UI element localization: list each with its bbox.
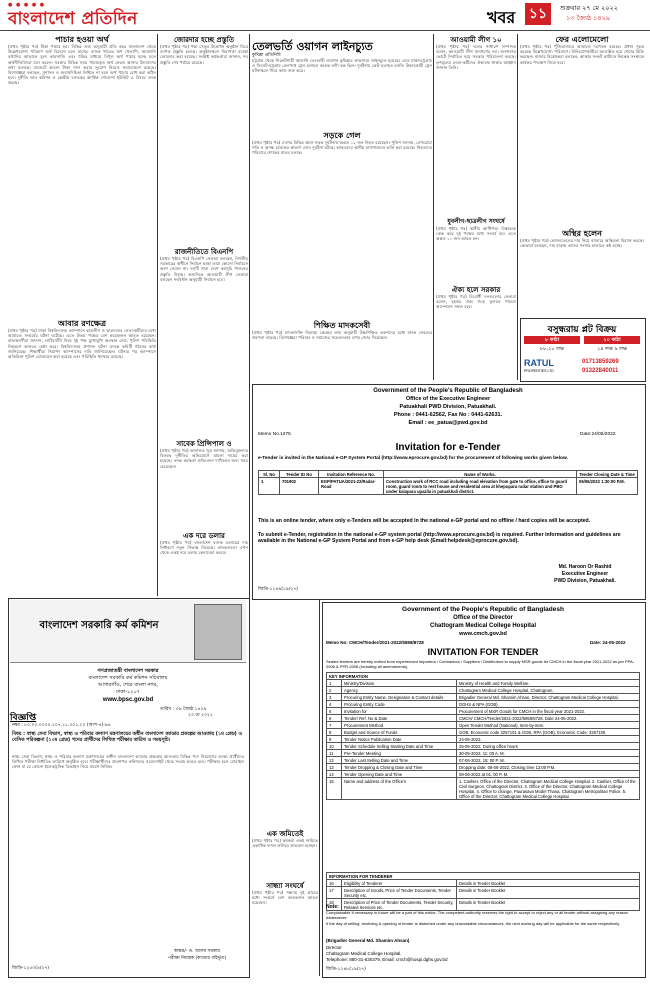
ppsc-line3: আগারগাঁও, শেরে বাংলা নগর, <box>98 682 158 688</box>
cmch-key-cell: 4 <box>327 701 342 708</box>
cmch-key-row <box>327 771 640 778</box>
headline-sarak: সড়কে গেল <box>323 130 361 140</box>
article-sarak: (প্রথম পৃষ্ঠার পর) দেশের বিভিন্ন স্থানে সড়ক দুর্ঘটনায় অন্তত ১২ জন নিহত হয়েছেন। পুলিশ জানায়, বেপরোয়া গতি ও অদক্ষ চালকের কারণে এসব দুর্ঘটনা ঘটছে। আহতদের স্থানীয় হাসপাতালে ভর্তি করা হয়েছে। নিহতদের পরিবারে শোকের মাতম চলছে। <box>252 140 432 156</box>
cmch-info-cell: Details in Tender Booklet <box>457 899 640 911</box>
article-zoom: (প্রথম পৃষ্ঠার পর) পদ্মা সেতুর উদ্বোধন অনুষ্ঠান ঘিরে ব্যাপক প্রস্তুতি চলছে। অনুষ্ঠানস্থলে নিরাপত্তা ব্যবস্থা জোরদার করা হয়েছে। সংশ্লিষ্ট কর্মকর্তারা জানান, সব প্রস্তুতি শেষ পর্যায়ে রয়েছে। <box>160 44 248 65</box>
logo-decoration: ● ● ● ● ● <box>8 2 46 8</box>
cmch-key-cell: 25-05-2022. During office hours <box>457 743 640 750</box>
basundhara-price1: ৮৮,২০ লক্ষ <box>540 346 564 352</box>
cmch-key-row <box>327 729 640 736</box>
ppsc-body: স্বাস্থ্য সেবা বিভাগ, স্বাস্থ্য ও পরিবার কল্যাণ মন্ত্রণালয়ের অধীন বাংলাদেশ ক্যাডার প্রকল্পের আওতায় বিভিন্ন পদে নিয়োগের লক্ষ্যে প্রার্থীদের লিখিত পরীক্ষা নির্ধারিত তারিখে অনুষ্ঠিত হবে। পরীক্ষার্থীদের প্রবেশপত্র কমিশনের ওয়েবসাইট থেকে সংগ্রহ করতে হবে। পরীক্ষার হলে মোবাইল ফোন বা যে কোনো ইলেকট্রনিক ডিভাইস নিয়ে প্রবেশ নিষিদ্ধ। <box>12 754 244 770</box>
cmch-sign3: Chattogram Medical College Hospital. <box>326 951 402 956</box>
cmch-key-cell: Tender Last Selling Date and Time <box>342 757 457 764</box>
article-shikkhito: (প্রথম পৃষ্ঠার পর) মাদকাসক্তি নিরাময় কেন্দ্রের তথ্য অনুযায়ী উচ্চশিক্ষিত তরুণদের মধ্যে মাদক সেবনের প্রবণতা বাড়ছে। বিশেষজ্ঞরা পরিবার ও সমাজের সচেতনতার ওপর জোর দিয়েছেন। <box>252 330 432 341</box>
cmch-key-cell: Procuring Entity Code <box>342 701 457 708</box>
ppsc-title: বিজ্ঞপ্তি <box>10 713 37 723</box>
basundhara-size2: ১০ কাঠা <box>584 336 640 344</box>
cmch-sign4: Telephone: 880-31-630379, Email: cmch@hospi.dghs.gov.bd <box>326 957 448 962</box>
cmch-key-row <box>327 722 640 729</box>
cmch-info-cell: 17 <box>327 887 342 899</box>
ppsc-date1: তারিখ : ০৯ জ্যৈষ্ঠ ১৪২৯ <box>160 707 207 712</box>
cmch-key-cell: 08-06-2022 at 01: 00 P. M. <box>457 771 640 778</box>
cmch-key-row <box>327 680 640 687</box>
cmch-key-row <box>327 757 640 764</box>
pwd-line2: Office of the Executive Engineer <box>405 396 491 402</box>
section-name: খবর <box>487 8 516 27</box>
pwd-th-ref: Invitation Reference No. <box>319 471 384 478</box>
headline-jubo: যুবলীগ-ছাত্রলীগ সংঘর্ষে <box>447 218 505 225</box>
cmch-key-cell: 24-05-2022. <box>457 736 640 743</box>
cmch-key-cell: Procuring Entity Name, Designation & Contact details <box>342 694 457 701</box>
headline-shikkhito: শিক্ষিত মাদকসেবী <box>313 320 371 330</box>
headline-ek-jomi: এক জমিতেই <box>266 829 304 838</box>
column-rule <box>517 34 518 380</box>
cmch-key-cell: 10 <box>327 743 342 750</box>
basundhara-size1: ৮ কাঠা <box>524 336 580 344</box>
article-aiyb: (প্রথম পৃষ্ঠার পর) বিরোধী দলগুলোর নেতারা বলেন, বৃহত্তর ঐক্য গড়ে তুলতে পারলে আন্দোলন সফল হবে। <box>436 294 516 310</box>
cmch-note1: Complainable if necessary in future will be a part of this notice. The competent authority reserves the right to accept or reject any or all tender without assigning any reason whatsoever. <box>326 910 629 920</box>
cmch-key-cell: Name and address of the Office's <box>342 778 457 800</box>
pwd-sign1: Md. Haroon Or Rashid <box>558 564 612 570</box>
article-ek: (প্রথম পৃষ্ঠার পর) বাংলাদেশ ব্যাংক ডলারের দাম নির্ধারণে নতুন সিদ্ধান্ত নিয়েছে। ব্যাংকগুলো এখন থেকে একই দরে ডলার কেনাবেচা করবে। <box>160 540 248 556</box>
pwd-line4: Phone : 0441-62562, Fax No : 0441-62631. <box>393 412 503 418</box>
column-rule <box>433 34 434 380</box>
cmch-line3: Chattogram Medical College Hospital <box>429 623 537 629</box>
cmch-info-cell: Description of Goods, Price of Tender Documents, Tender Security etc. <box>342 887 457 899</box>
cmch-info-row <box>327 887 640 899</box>
article-pachar: (প্রথম পৃষ্ঠার পর) টাকা পাচার হয়। বিভিন্ন তথ্য অনুযায়ী প্রতি বছর বাংলাদেশ থেকে উল্লেখযোগ্য পরিমাণ অর্থ বিদেশে চলে যাচ্ছে। ব্যাংক খাতের ঋণ খেলাপি, আমদানি রপ্তানির আড়ালে মূল্য কারসাজি এবং হুন্ডির মাধ্যমে বিপুল অর্থ পাচার হচ্ছে বলে অর্থনীতিবিদরা মনে করেন। সরকার বিভিন্ন সময় পাচারকৃত অর্থ ফেরত আনার উদ্যোগের কথা বলেছে। বাজেটে কালো টাকা সাদা করার সুযোগ নিয়েও সমালোচনা রয়েছে। বিশেষজ্ঞরা বলছেন, সুশাসন ও জবাবদিহিতা নিশ্চিত না হলে অর্থ পাচার রোধ করা কঠিন হবে। দুর্নীতি দমন কমিশন ও কেন্দ্রীয় ব্যাংকের আর্থিক গোয়েন্দা ইউনিট এ বিষয়ে তদন্ত করছে। <box>8 44 156 86</box>
column-rule <box>157 34 158 596</box>
article-abar: (প্রথম পৃষ্ঠার পর) ঢাকা বিশ্ববিদ্যালয় ক্যাম্পাসে ছাত্রলীগ ও ছাত্রদলের নেতা-কর্মীদের মধ্যে আবারও সংঘর্ষের ঘটনা ঘটেছে। এতে উভয় পক্ষের বেশ কয়েকজন আহত হয়েছেন। প্রত্যক্ষদর্শীরা জানান, লাঠিসোঁটা নিয়ে দুই পক্ষ মুখোমুখি অবস্থান নেয়। পুলিশ পরিস্থিতি নিয়ন্ত্রণে আনতে চেষ্টা করে। বিশ্ববিদ্যালয় প্রশাসন ঘটনা তদন্তে কমিটি গঠনের কথা জানিয়েছে। শিক্ষার্থীরা নিরাপদ ক্যাম্পাসের দাবি জানিয়েছেন। ঘটনার পর ক্যাম্পাসে অতিরিক্ত পুলিশ মোতায়েন করা হয়েছে এবং পরিস্থিতি থমথমে রয়েছে। <box>8 328 156 360</box>
cmch-key-cell: 8 <box>327 729 342 736</box>
cmch-key-cell: Budget and Source of Funds <box>342 729 457 736</box>
cmch-key-cell: DGHS & NPA (GOB). <box>457 701 640 708</box>
page-number: ১১ <box>525 3 551 25</box>
article-asthir: (প্রথম পৃষ্ঠার পর) ভোজ্যতেলের দাম নিয়ে বাজারে অস্থিরতা বিরাজ করছে। ক্রেতারা বলছেন, দাম বাড়ায় তাদের সংসার চালাতে কষ্ট হচ্ছে। <box>520 238 644 249</box>
headline-abar: আবার রণক্ষেত্র <box>57 318 107 328</box>
headline-aiyb: ঐক্য হলে সরকার <box>451 285 501 294</box>
article-jubo: (প্রথম পৃষ্ঠার পর) স্থানীয় আধিপত্য বিস্তারকে কেন্দ্র করে দুই পক্ষের মধ্যে সংঘর্ষ হয়। এতে অন্তত ১০ জন আহত হন। <box>436 226 516 242</box>
pwd-td-ref: EGP/PATUA/2021-22/Radar-Road <box>319 478 384 495</box>
cmch-note-title: Note: <box>326 904 339 910</box>
cmch-key-cell: Dropping date: 08-06-2022, Closing time 12:00 P.M. <box>457 764 640 771</box>
article-tentulia: চট্টগ্রাম থেকে সিলেটগামী জ্বালানি তেলবাহী ওয়াগন কুমিল্লার লাকসামে লাইনচ্যুত হয়েছে। এতে ঢাকা-চট্টগ্রাম ও সিলেট-চট্টগ্রাম রেলপথে ট্রেন চলাচল কয়েক ঘণ্টা বন্ধ ছিল। দুর্ঘটনায় কেউ হতাহত হননি। উদ্ধারকারী ট্রেন ঘটনাস্থলে গিয়ে কাজ শুরু করে। <box>252 58 432 74</box>
date-bn: শুক্রবার ২৭ মে ২০২২ <box>560 4 618 12</box>
pwd-title: Invitation for e-Tender <box>395 442 501 453</box>
article-ek-jomi: (প্রথম পৃষ্ঠার পর) কৃষকরা একই জমিতে একাধিক ফসল ফলিয়ে লাভবান হচ্ছেন। <box>252 838 318 849</box>
pwd-note2: To submit e-Tender, registration in the national e-GP system portal (http://www.eprocure.gov.bd) is required. Further information and guidelines are available in the National e-GP System Portal and from e-GP help desk (Email:helpdesk@eprocure.gov.bd). <box>258 532 621 545</box>
ppsc-line1: গণপ্রজাতন্ত্রী বাংলাদেশ সরকার <box>97 668 159 674</box>
ppsc-sign1: স্বাক্ষর/- ড. আলম সরকার <box>174 949 220 954</box>
pwd-line5: Email : ee_patua@pwd.gov.bd <box>408 420 488 426</box>
cmch-key-row <box>327 778 640 800</box>
cmch-info-cell: Details in Tender Booklet <box>457 887 640 899</box>
pwd-td-closing: 06/06/2022 1:30:00 P.M. <box>577 478 638 495</box>
article-rajniti: (প্রথম পৃষ্ঠার পর) বিএনপি নেতারা বলছেন, নির্দলীয় সরকারের অধীনে নির্বাচন ছাড়া তারা কোনো নির্বাচনে অংশ নেবেন না। দলটি সারা দেশে কর্মসূচি পালনের প্রস্তুতি নিচ্ছে। অন্যদিকে আওয়ামী লীগ নেতারা বলছেন সংবিধান অনুযায়ী নির্বাচন হবে। <box>160 256 248 282</box>
cmch-key-cell: 13 <box>327 764 342 771</box>
cmch-key-cell: 1 <box>327 680 342 687</box>
pwd-th-sl: Sl. No <box>259 471 280 478</box>
cmch-key-cell: GOB, Economic code 3257101 & GOB, RPA (GOB), Economic Code: 3257105 <box>457 729 640 736</box>
ppsc-portrait <box>194 604 242 660</box>
cmch-key-cell: 6 <box>327 715 342 722</box>
pwd-line3: Patuakhali PWD Division, Patuakhali. <box>399 404 497 410</box>
cmch-info-table <box>326 872 640 911</box>
cmch-line4: www.cmch.gov.bd <box>459 631 507 637</box>
cmch-sign2: Director <box>326 945 342 950</box>
cmch-key-cell: Agency <box>342 687 457 694</box>
ratul-phone2: 01322840011 <box>582 368 619 374</box>
cmch-key-cell: 7 <box>327 722 342 729</box>
cmch-note2: If the day of selling, receiving & opening of tender is disturbed under any unavoidable circumstances, the next working day will be applicable for the same respectively. <box>326 921 621 926</box>
date-hijri: ১৩ জ্যৈষ্ঠ ১৪২৯ <box>566 14 611 22</box>
cmch-intro: Sealed tenders are hereby invited from experienced Importers / Contractors / Suppliers / Distributors to supply MSR goods for CMCH in the fiscal year 2021-2022 as per PPA-2006 & PPR-2008 (including all amendments). <box>326 659 635 669</box>
cmch-title: INVITATION FOR TENDER <box>427 647 539 657</box>
ppsc-line2: বাংলাদেশ সরকারি কর্ম কমিশন সচিবালয় <box>88 675 168 681</box>
cmch-info-cell: Eligibility of Tenderer <box>342 880 457 887</box>
headline-awami: আওয়ামী লীগ ১০ <box>450 35 502 44</box>
cmch-line2: Office of the Director <box>453 615 513 621</box>
article-awami: (প্রথম পৃষ্ঠার পর) দলের সাধারণ সম্পাদক বলেন, আওয়ামী লীগ জনগণের দল। জনগণের ভোটে নির্বাচিত হয়ে সরকার পরিচালনা করছে। তৃণমূলের নেতা-কর্মীদের ঐক্যবদ্ধ থাকার আহ্বান জানান তিনি। <box>436 44 516 70</box>
ppsc-subject: বিষয় : স্বাস্থ্য সেবা বিভাগ, স্বাস্থ্য ও পরিবার কল্যাণ মন্ত্রণালয়ের অধীন বাংলাদেশ ক্যাডার প্রকল্পের আওতায় (১ম গ্রেড) ও বেসিক পরিকল্পনা (১০ম গ্রেড) পদের প্রার্থীদের লিখিত পরীক্ষার তারিখ ও সময়সূচি। <box>12 732 242 743</box>
cmch-key-cell: Pre-Tender Meeting <box>342 750 457 757</box>
pwd-td-sl: 1 <box>259 478 280 495</box>
cmch-key-cell: Chattogram Medical College Hospital, Chattogram. <box>457 687 640 694</box>
cmch-key-cell: 15 <box>327 778 342 800</box>
ppsc-memo: নম্বর : ৮০.০০.০০০০.১০৭.১১.০০১.২০ (অংশ-৪)-৯৪ <box>12 723 111 728</box>
cmch-line1: Government of the People's Republic of Bangladesh <box>402 606 564 613</box>
cmch-date: Date: 24-05-2022 <box>590 640 626 645</box>
cmch-key-cell: Tender/ Ref. No & Date <box>342 715 457 722</box>
cmch-key-cell: Tender Dropping & Closing Date and Time <box>342 764 457 771</box>
cmch-info-cell: Details in Tender Booklet <box>457 880 640 887</box>
pwd-sign3: PWD Division, Patuakhali. <box>554 578 616 584</box>
cmch-key-cell: Tender Opening Date and Time <box>342 771 457 778</box>
ppsc-sign2: পরীক্ষা নিয়ন্ত্রক (ক্যাডার বহির্ভূত) <box>167 956 227 961</box>
cmch-key-info: KEY INFORMATION <box>327 673 640 680</box>
article-fer: (প্রথম পৃষ্ঠার পর) পুঁজিবাজারে আবারও দরপতন হয়েছে। প্রধান সূচক কমেছে উল্লেখযোগ্য পরিমাণে। বিনিয়োগকারীরা আতঙ্কিত হয়ে শেয়ার বিক্রি করছেন। বাজার বিশ্লেষকরা বলছেন, আস্থার সংকট কাটাতে নিয়ন্ত্রক সংস্থাকে কার্যকর পদক্ষেপ নিতে হবে। <box>520 44 644 65</box>
pwd-date: Date:24/05/2022 <box>580 432 616 437</box>
cmch-key-row <box>327 736 640 743</box>
pwd-ref: জিডি-১২৪৯(১৯/২৭) <box>258 587 298 592</box>
cmch-key-cell: Tender Schedule Selling Starting Date and Time <box>342 743 457 750</box>
cmch-key-cell: 14 <box>327 771 342 778</box>
pwd-td-id: 701902 <box>280 478 319 495</box>
cmch-key-cell: Invitation for <box>342 708 457 715</box>
cmch-key-row <box>327 743 640 750</box>
cmch-key-row <box>327 694 640 701</box>
pwd-intro: e-Tender is invited in the National e-GP System Portal (http://www.eprocure.gov.bd) for the procurement of following works given below. <box>258 456 568 461</box>
pwd-th-id: Tender ID No <box>280 471 319 478</box>
cmch-info-cell: 18 <box>327 899 342 911</box>
cmch-key-cell: 3 <box>327 694 342 701</box>
cmch-key-row <box>327 715 640 722</box>
cmch-key-row <box>327 764 640 771</box>
cmch-info-row <box>327 899 640 911</box>
pwd-tender-table <box>258 470 638 495</box>
pwd-th-works: Name of Works. <box>384 471 577 478</box>
cmch-ref: জিডি-১২৪৮(১৯/২৭) <box>326 967 366 972</box>
headline-ek: এক দরে ডলার <box>183 531 225 540</box>
pwd-note: This is an online tender, where only e-Tenders will be accepted in the national e-GP portal and no offline / hard copies will be accepted. <box>258 518 591 524</box>
cmch-sign1: (Brigadier General Md. Shamim Ahsan) <box>326 938 410 943</box>
ppsc-ref: জিডি-১২৫০(৪/২৭) <box>12 966 50 971</box>
headline-rajniti: রাজনীতিতে বিএনপি <box>174 247 234 256</box>
pwd-td-works: Construction work of RCC road including road elevation from gate to office, office to guard room, guard room to rest house and residential area at khepupara radar station and PBO under kalapara upazila in patuakhali district. <box>384 478 577 495</box>
pwd-sign2: Executive Engineer <box>561 571 609 577</box>
cmch-info-title: INFORMATION FOR TENDERER <box>327 873 640 880</box>
cmch-info-row <box>327 880 640 887</box>
article-sandhya: (প্রথম পৃষ্ঠার পর) সন্ধ্যায় দুই গ্রামের মধ্যে সংঘর্ষে বেশ কয়েকজন আহত হয়েছেন। <box>252 890 318 906</box>
cmch-key-cell: Tender Notice Publication Date <box>342 736 457 743</box>
cmch-info-cell: Description of Price of Tender Documents, Tender Security, Related Services etc. <box>342 899 457 911</box>
cmch-key-cell: Ministry of Health and Family Welfare. <box>457 680 640 687</box>
headline-sabek: সাবেক প্রিন্সিপাল ও <box>176 439 232 448</box>
cmch-key-cell: 2 <box>327 687 342 694</box>
cmch-key-row <box>327 687 640 694</box>
column-rule <box>249 34 250 976</box>
ppsc-banner-text: বাংলাদেশ সরকারি কর্ম কমিশন <box>39 620 159 631</box>
headline-tentulia: তেলভর্তি ওয়াগন লাইনচ্যুত <box>252 40 373 53</box>
headline-zoom: জোরদার হচ্ছে প্রস্তুতি <box>173 35 235 44</box>
cmch-key-cell: Open Tender Method (National), Item-by-item. <box>457 722 640 729</box>
headline-asthir: অস্থির হলেন <box>562 228 602 238</box>
pwd-th-closing: Tender Closing Date & Time <box>577 471 638 478</box>
cmch-key-cell: 5 <box>327 708 342 715</box>
headline-pachar: পাচার হওয়া অর্থ <box>55 34 109 44</box>
pwd-memo: Memo No.1275 <box>258 432 291 437</box>
headline-fer: ফের এলোমেলো <box>555 34 609 44</box>
cmch-key-cell: 11 <box>327 750 342 757</box>
cmch-key-cell: 30-05-2022, 11: 00 A. M. <box>457 750 640 757</box>
cmch-key-cell: Procurement Method <box>342 722 457 729</box>
pwd-line1: Government of the People's Republic of Bangladesh <box>373 388 523 394</box>
ppsc-line4: ঢাকা-১২০৭ <box>115 689 141 695</box>
basundhara-title: বসুন্ধরায় প্লট বিক্রয় <box>547 325 617 335</box>
cmch-key-cell: 07-06-2022, 15: 00 P. M. <box>457 757 640 764</box>
ppsc-website: www.bpsc.gov.bd <box>102 697 154 703</box>
cmch-key-cell: 9 <box>327 736 342 743</box>
ppsc-date2: ২৩ মে ২০২২ <box>188 713 213 718</box>
cmch-key-table <box>326 672 640 800</box>
cmch-key-cell: CMCH/ CMCH/Tender/2021-2022/5858/8728. Date 24-05-2022. <box>457 715 640 722</box>
ratul-phone1: 01713859269 <box>582 359 619 365</box>
headline-sandhya: সান্ধ্যা সংঘর্ষে <box>266 881 304 890</box>
cmch-key-cell: Procurement of MSR Goods for CMCH in the fiscal year 2021-2022. <box>457 708 640 715</box>
cmch-memo: Memo No: CMCH/Tender/2021-2022/5858/8728 <box>326 640 424 645</box>
cmch-key-cell: Ministry/Division <box>342 680 457 687</box>
article-sabek: (প্রথম পৃষ্ঠার পর) আদালত সূত্র জানায়, অভিযুক্তদের বিরুদ্ধে দুর্নীতির অভিযোগে মামলা দায়ের করা হয়েছে। তদন্ত কর্মকর্তা প্রতিবেদন দাখিলের জন্য সময় চেয়েছেন। <box>160 448 248 469</box>
byline-tentulia: কুমিল্লা প্রতিনিধি <box>252 53 281 58</box>
column-rule <box>319 600 320 976</box>
cmch-info-cell: 16 <box>327 880 342 887</box>
cmch-key-cell: Brigadier General Md. Shamim Ahsan, Director, Chattogram Medical College Hospital. <box>457 694 640 701</box>
cmch-key-row <box>327 701 640 708</box>
ratul-sub: PROPERTIES LTD <box>524 369 554 373</box>
ratul-logo: RATUL <box>524 358 554 368</box>
cmch-key-row <box>327 750 640 757</box>
newspaper-logo: বাংলাদেশ প্রতিদিন <box>8 9 138 29</box>
cmch-key-cell: 12 <box>327 757 342 764</box>
basundhara-price2: ১৪ লক্ষ ৯ লক্ষ <box>596 346 628 352</box>
cmch-key-cell: 1. Cashier, Office of the Director, Chattogram Medical College Hospital. 2. Cashier, Office of the Civil Surgeon, Chattogram District. 3. Office of the Director, Chattogram Medical College Hospital. 4. Office to change, Paurasava Model Thana, Chattogram Metropolitan Police. 5. Office of the Director, Chattogram Medical College Hospital. <box>457 778 640 800</box>
cmch-key-row <box>327 708 640 715</box>
